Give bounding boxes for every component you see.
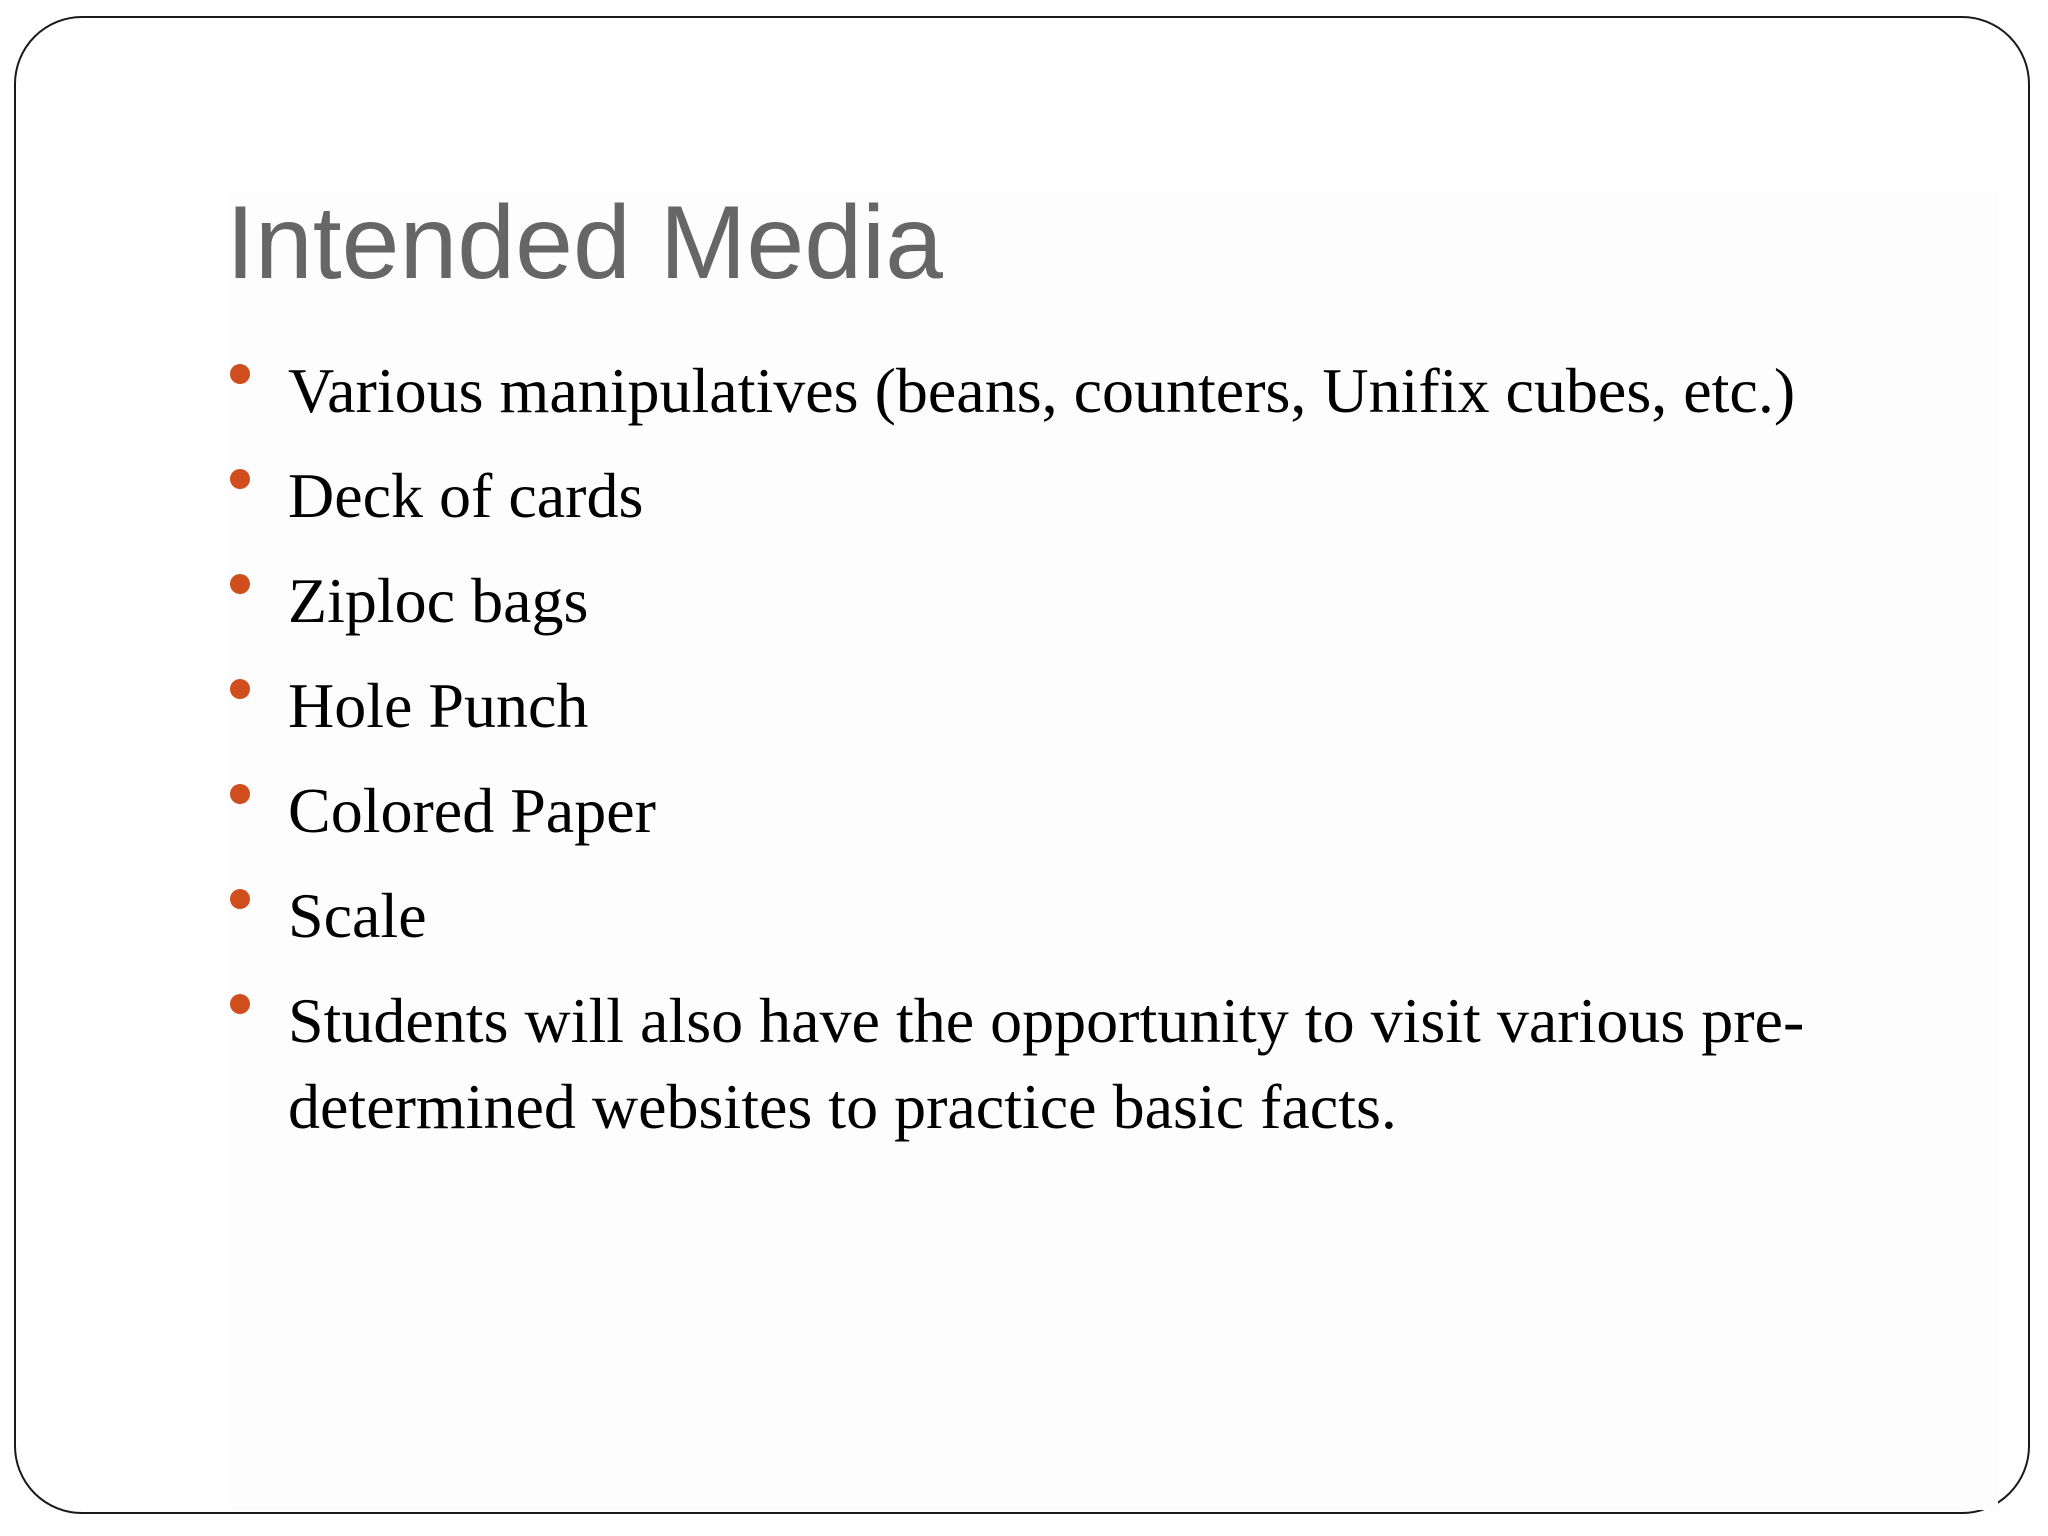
bullet-item bbox=[226, 663, 1886, 749]
bullet-item bbox=[226, 348, 1886, 434]
bullet-item bbox=[226, 978, 1886, 1150]
bullet-item bbox=[226, 873, 1886, 959]
bullet-item bbox=[226, 558, 1886, 644]
bullet-dot-icon bbox=[230, 469, 250, 489]
bullet-dot-icon bbox=[230, 889, 250, 909]
slide-title: Intended Media bbox=[226, 185, 943, 301]
bullet-text: Hole Punch bbox=[288, 670, 589, 741]
bullet-text: Ziploc bags bbox=[288, 565, 589, 636]
bullet-text: Colored Paper bbox=[288, 775, 656, 846]
bullet-dot-icon bbox=[230, 574, 250, 594]
bullet-text: Various manipulatives (beans, counters, Unifix cubes, etc.) bbox=[288, 355, 1796, 426]
bullet-list bbox=[226, 348, 1886, 1169]
bullet-text: Deck of cards bbox=[288, 460, 644, 531]
bullet-dot-icon bbox=[230, 679, 250, 699]
bullet-item bbox=[226, 453, 1886, 539]
bullet-dot-icon bbox=[230, 364, 250, 384]
bullet-dot-icon bbox=[230, 784, 250, 804]
bullet-item bbox=[226, 768, 1886, 854]
bullet-dot-icon bbox=[230, 994, 250, 1014]
bullet-text: Scale bbox=[288, 880, 427, 951]
bullet-text: Students will also have the opportunity to visit various pre-determined websites to practice basic facts. bbox=[288, 985, 1805, 1142]
